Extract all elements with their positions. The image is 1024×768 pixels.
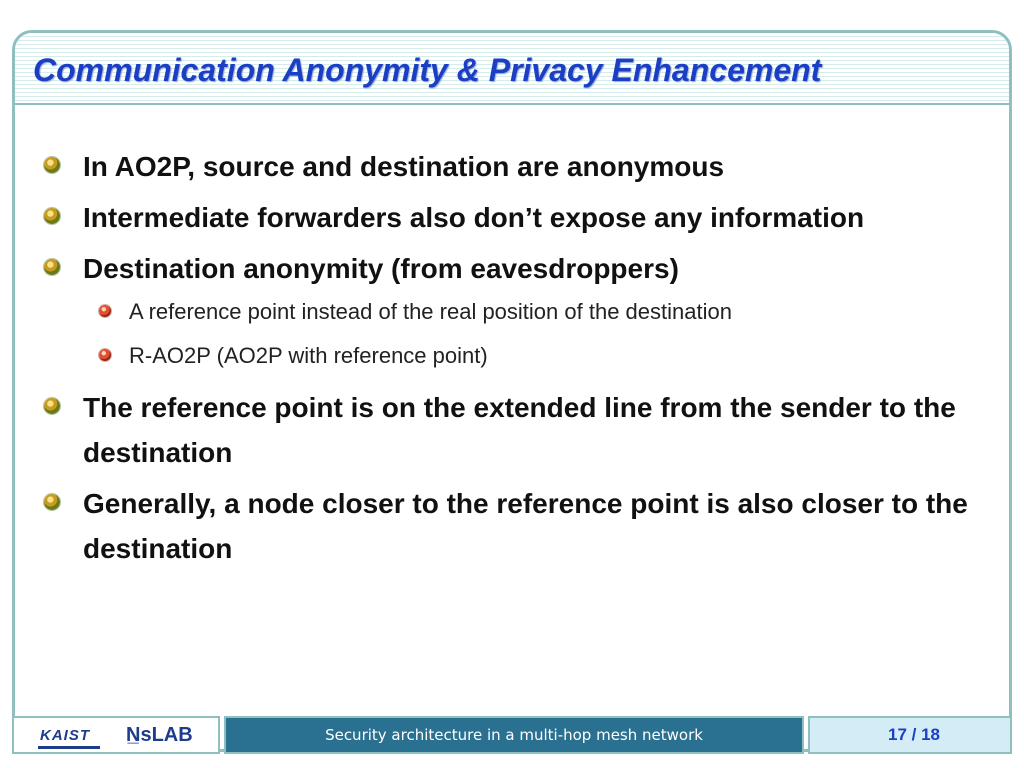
bullet-item	[44, 144, 984, 189]
gold-sphere-bullet-icon	[44, 398, 60, 414]
gold-sphere-bullet-icon	[44, 208, 60, 224]
page-number: 17 / 18	[808, 716, 1012, 754]
kaist-logo-underline	[38, 746, 100, 749]
kaist-logo: KAIST	[40, 727, 90, 744]
footer-logo-box	[12, 716, 220, 754]
bullet-list	[44, 144, 984, 577]
bullet-item	[44, 481, 984, 571]
sub-bullet-text: R-AO2P (AO2P with reference point)	[129, 343, 488, 368]
nslab-logo: N̲sLAB	[126, 724, 193, 746]
red-sphere-bullet-icon	[99, 349, 111, 361]
slide-footer	[12, 716, 1012, 754]
bullet-text: Destination anonymity (from eavesdroppers)	[83, 253, 679, 284]
gold-sphere-bullet-icon	[44, 494, 60, 510]
bullet-text: The reference point is on the extended line from the sender to the destination	[83, 392, 956, 468]
red-sphere-bullet-icon	[99, 305, 111, 317]
sub-bullet-text: A reference point instead of the real position of the destination	[129, 299, 732, 324]
gold-sphere-bullet-icon	[44, 157, 60, 173]
slide-title: Communication Anonymity & Privacy Enhancement	[33, 52, 822, 88]
bullet-item	[44, 195, 984, 240]
sub-bullet-item	[99, 341, 984, 371]
sub-bullet-item	[99, 297, 984, 327]
bullet-text: In AO2P, source and destination are anonymous	[83, 151, 725, 182]
bullet-item	[44, 385, 984, 475]
bullet-text: Generally, a node closer to the reference point is also closer to the destination	[83, 488, 968, 564]
bullet-text: Intermediate forwarders also don’t expose any information	[83, 202, 865, 233]
bullet-item	[44, 246, 984, 291]
footer-title: Security architecture in a multi-hop mesh network	[224, 716, 804, 754]
gold-sphere-bullet-icon	[44, 259, 60, 275]
